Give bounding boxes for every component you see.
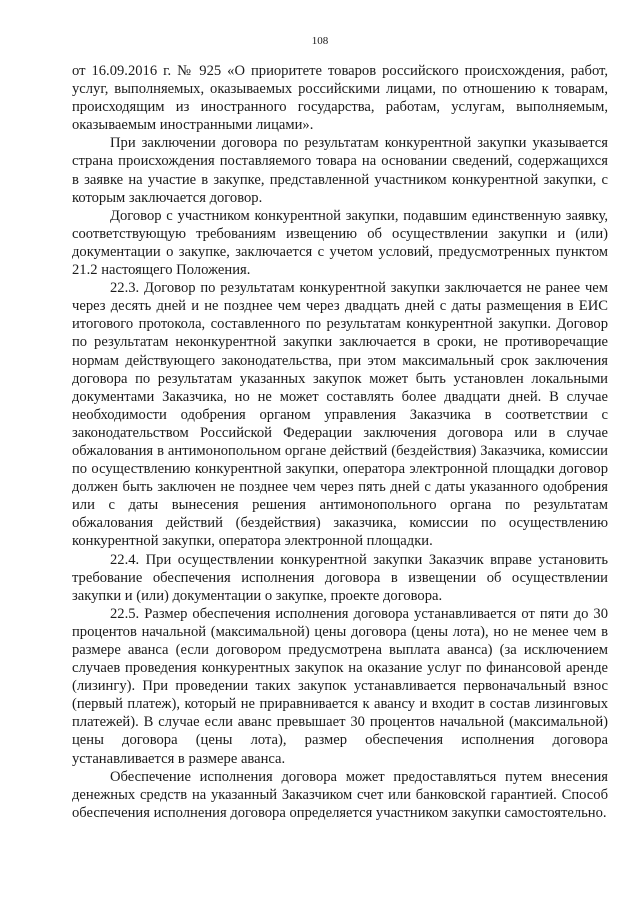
paragraph-22-5: 22.5. Размер обеспечения исполнения договора устанавливается от пяти до 30 процентов начальной (максимальной) цены договора (цены лота), но не менее чем в размере аванса (если договором предусмотрена выплата аванса) (за исключением случаев проведения конкурентных закупок на оказание услуг по финансовой аренде (лизингу). При проведении таких закупок устанавливается первоначальный взнос (первый платеж), который не приравнивается к авансу и входит в состав лизинговых платежей). В случае если аванс превышает 30 процентов начальной (максимальной) цены договора (цены лота), размер обеспечения исполнения договора устанавливается в размере аванса. [72,605,608,767]
paragraph-22-3: 22.3. Договор по результатам конкурентной закупки заключается не ранее чем через десять дней и не позднее чем через двадцать дней с даты размещения в ЕИС итогового протокола, составленного по результатам конкурентной закупки. Договор по результатам неконкурентной закупки заключается в сроки, не противоречащие нормам действующего законодательства, при этом максимальный срок заключения договора по результатам указанных закупок может быть установлен локальными документами Заказчика, но не может составлять более двадцати дней. В случае необходимости одобрения органом управления Заказчика в соответствии с законодательством Российской Федерации заключения договора или в случае обжалования в антимонопольном органе действий (бездействия) Заказчика, комиссии по осуществлению конкурентной закупки, оператора электронной площадки договор должен быть заключен не позднее чем через пять дней с даты указанного одобрения или с даты вынесения решения антимонопольного органа по результатам обжалования действий (бездействия) заказчика, комиссии по осуществлению конкурентной закупки, оператора электронной площадки. [72,280,608,550]
page-number: 108 [311,35,329,47]
paragraph-single-bid: Договор с участником конкурентной закупки, подавшим единственную заявку, соответствующую требованиям извещению об осуществлении закупки и (или) документации о закупке, заключается с учетом условий, предусмотренных пунктом 21.2 настоящего Положения. [72,207,608,279]
paragraph-security-method: Обеспечение исполнения договора может предоставляться путем внесения денежных средств на указанный Заказчиком счет или банковской гарантией. Способ обеспечения исполнения договора определяется участником закупки самостоятельно. [72,768,608,821]
paragraph-22-4: 22.4. При осуществлении конкурентной закупки Заказчик вправе установить требование обеспечения исполнения договора в извещении об осуществлении закупки и (или) документации о закупке, проекте договора. [72,551,608,604]
paragraph-country-of-origin: При заключении договора по результатам конкурентной закупки указывается страна происхождения поставляемого товара на основании сведений, содержащихся в заявке на участие в закупке, представленной участником конкурентной закупки, с которым заключается договор. [72,135,608,206]
paragraph-continuation: от 16.09.2016 г. № 925 «О приоритете товаров российского происхождения, работ, услуг, выполняемых, оказываемых российскими лицами, по отношению к товарам, происходящим из иностранного государства, работам, услугам, выполняемым, оказываемым иностранными лицами». [72,63,608,134]
document-body [72,62,608,822]
